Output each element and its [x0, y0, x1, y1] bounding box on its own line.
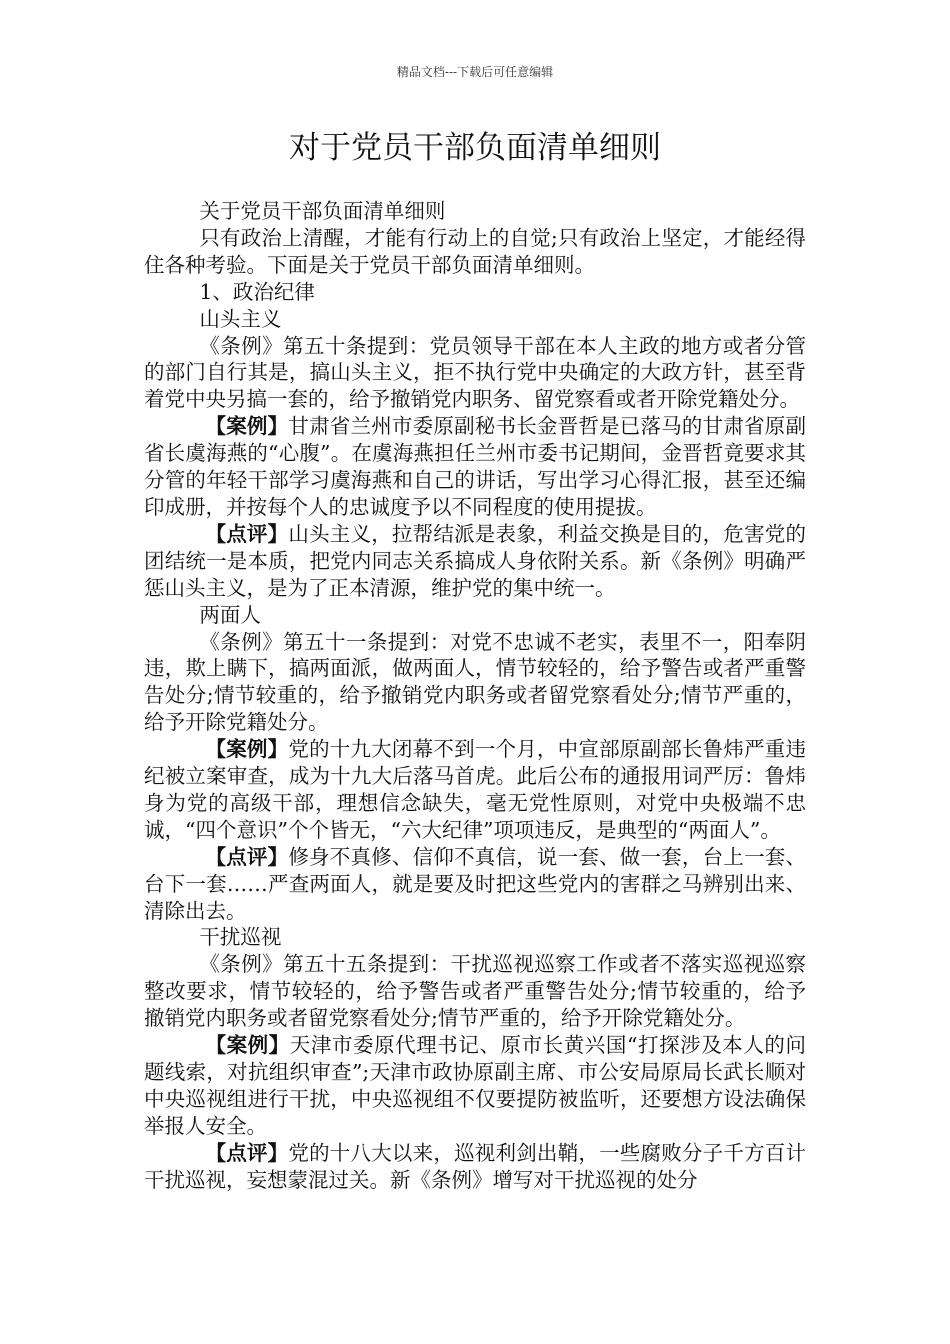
subheading-factionalism: 山头主义: [199, 306, 282, 331]
comment-text: 党的十八大以来，巡视利剑出鞘，一些腐败分子千方百计干扰巡视，妄想蒙混过关。新《条例》增写对干扰巡视的处分: [144, 1140, 807, 1192]
regulation-paragraph-55: 《条例》第五十五条提到：干扰巡视巡察工作或者不落实巡视巡察整改要求，情节较轻的，给予警告或者严重警告处分;情节较重的，给予撤销党内职务或者留党察看处分;情节严重的，给予开除党籍处分。: [144, 952, 806, 1031]
case-text: 天津市委原代理书记、原市长黄兴国“打探涉及本人的问题线索，对抗组织审查”;天津市政协原副主席、市公安局原局长武长顺对中央巡视组进行干扰，中央巡视组不仅要提防被监听，还要想方设法确保举报人安全。: [144, 1033, 807, 1138]
subheading-interfering-inspection: 干扰巡视: [199, 925, 282, 950]
comment-label: 【点评】: [205, 521, 289, 546]
comment-label: 【点评】: [205, 844, 289, 869]
page-header: 精品文档---下载后可任意编辑: [396, 65, 554, 79]
comment-label: 【点评】: [205, 1140, 289, 1165]
comment-paragraph-2: [144, 844, 806, 925]
document-title: 对于党员干部负面清单细则: [289, 130, 661, 166]
subheading-two-faced: 两面人: [199, 602, 261, 627]
case-paragraph-1: [144, 413, 806, 521]
comment-paragraph-1: [144, 521, 806, 602]
regulation-paragraph-51: 《条例》第五十一条提到：对党不忠诚不老实，表里不一，阳奉阴违，欺上瞒下，搞两面派，做两面人，情节较轻的，给予警告或者严重警告处分;情节较重的，给予撤销党内职务或者留党察看处分;情节严重的，给予开除党籍处分。: [144, 629, 806, 735]
document-body: [144, 198, 806, 1194]
case-label: 【案例】: [205, 414, 289, 439]
case-label: 【案例】: [205, 737, 289, 762]
regulation-paragraph-50: 《条例》第五十条提到：党员领导干部在本人主政的地方或者分管的部门自行其是，搞山头主义，拒不执行党中央确定的大政方针，甚至背着党中央另搞一套的，给予撤销党内职务、留党察看或者开除党籍处分。: [144, 333, 806, 412]
comment-text: 山头主义，拉帮结派是表象，利益交换是目的，危害党的团结统一是本质，把党内同志关系搞成人身依附关系。新《条例》明确严惩山头主义，是为了正本清源，维护党的集中统一。: [144, 521, 807, 600]
case-paragraph-2: [144, 736, 806, 844]
section-heading-political-discipline: 1、政治纪律: [199, 279, 315, 304]
case-text: 甘肃省兰州市委原副秘书长金晋哲是已落马的甘肃省原副省长虞海燕的“心腹”。在虞海燕担任兰州市委书记期间，金晋哲竟要求其分管的年轻干部学习虞海燕和自己的讲话，写出学习心得汇报，甚至还编印成册，并按每个人的忠诚度予以不同程度的使用提拔。: [144, 414, 807, 519]
intro-title: 关于党员干部负面清单细则: [199, 199, 446, 223]
intro-paragraph: 只有政治上清醒，才能有行动上的自觉;只有政治上坚定，才能经得住各种考验。下面是关于党员干部负面清单细则。: [144, 225, 806, 277]
case-label: 【案例】: [205, 1033, 290, 1058]
comment-text: 修身不真修、信仰不真信，说一套、做一套，台上一套、台下一套……严查两面人，就是要及时把这些党内的害群之马辨别出来、清除出去。: [144, 844, 807, 923]
case-text: 党的十九大闭幕不到一个月，中宣部原副部长鲁炜严重违纪被立案审查，成为十九大后落马首虎。此后公布的通报用词严厉：鲁炜身为党的高级干部，理想信念缺失，毫无党性原则，对党中央极端不忠诚，“四个意识”个个皆无，“六大纪律”项项违反，是典型的“两面人”。: [144, 737, 807, 842]
comment-paragraph-3: [144, 1140, 806, 1194]
case-paragraph-3: [144, 1032, 806, 1140]
